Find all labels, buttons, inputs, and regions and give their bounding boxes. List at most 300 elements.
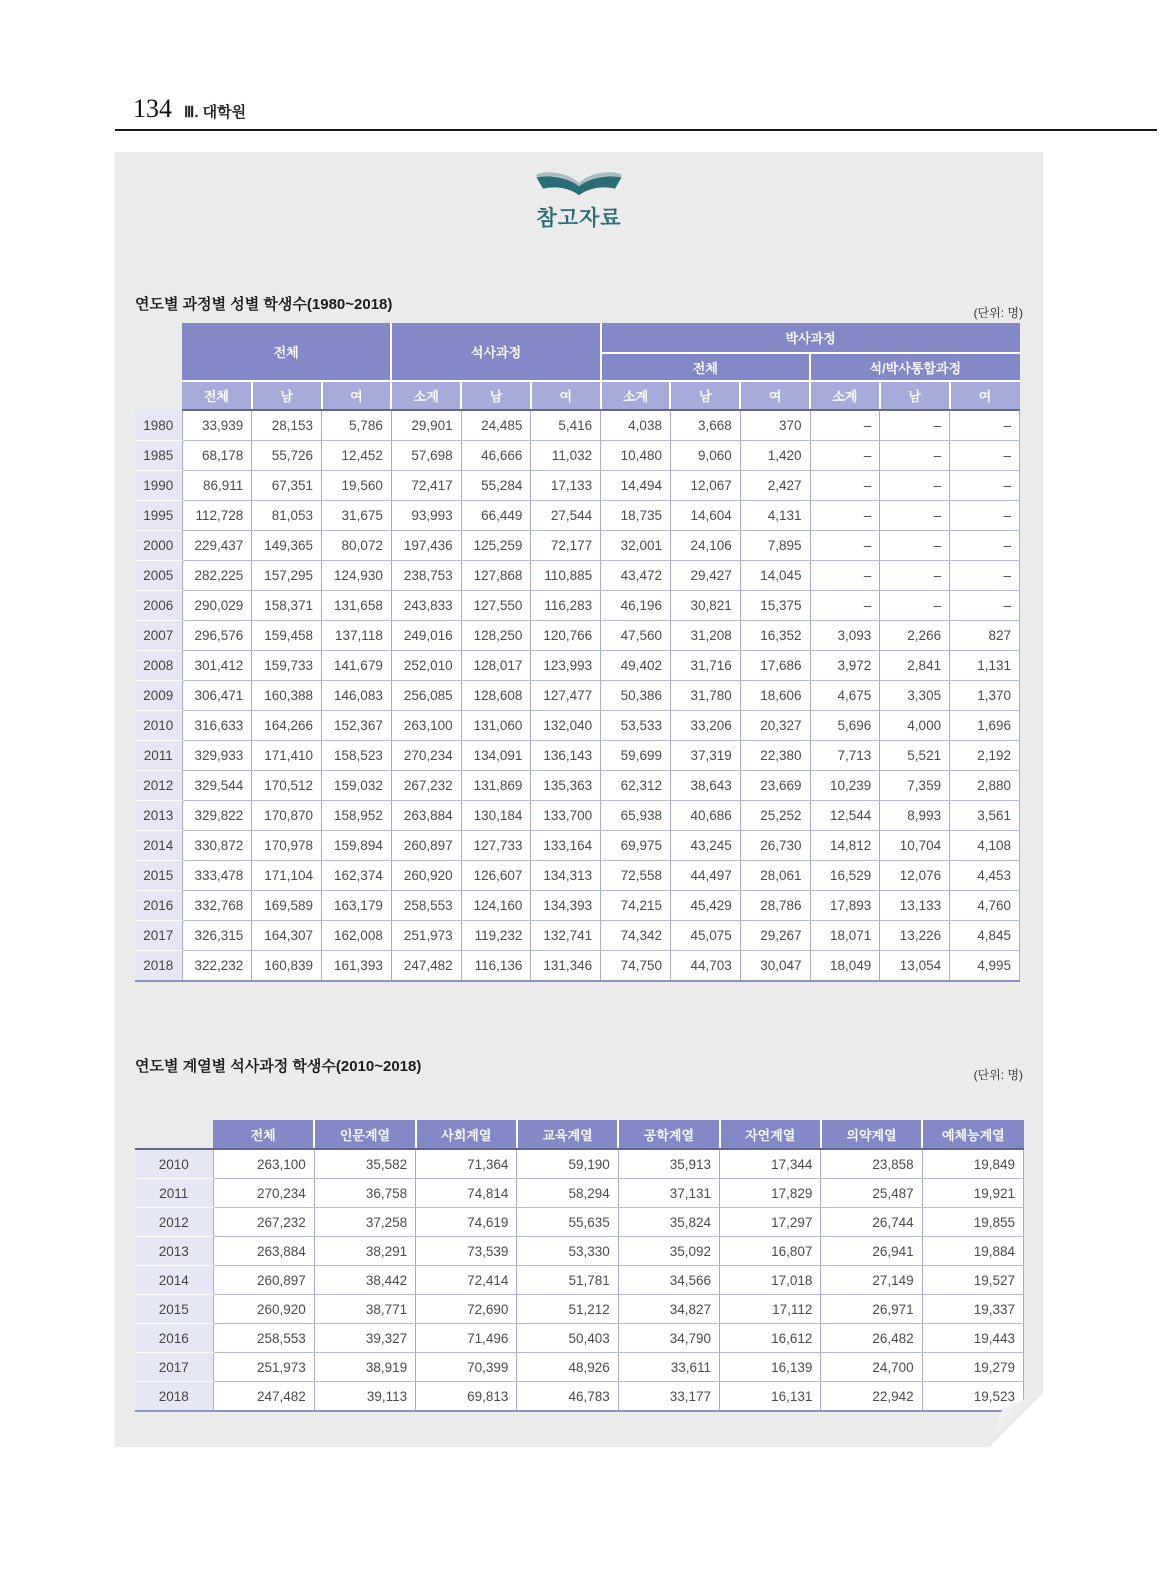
value-cell: 19,855 — [922, 1208, 1023, 1237]
reference-badge — [115, 168, 1043, 232]
value-cell: 158,371 — [252, 591, 322, 621]
value-cell: 124,160 — [461, 891, 531, 921]
value-cell: 169,589 — [252, 891, 322, 921]
col-header: 남 — [880, 381, 950, 410]
year-cell: 1990 — [135, 471, 182, 501]
value-cell: 30,821 — [670, 591, 740, 621]
value-cell: – — [810, 501, 880, 531]
value-cell: 2,192 — [950, 741, 1020, 771]
value-cell: 45,429 — [670, 891, 740, 921]
value-cell: 43,245 — [670, 831, 740, 861]
value-cell: 28,786 — [740, 891, 810, 921]
value-cell: 71,364 — [416, 1149, 517, 1179]
value-cell: 170,978 — [252, 831, 322, 861]
value-cell: 333,478 — [182, 861, 252, 891]
value-cell: 301,412 — [182, 651, 252, 681]
value-cell: 72,558 — [601, 861, 671, 891]
value-cell: 49,402 — [601, 651, 671, 681]
value-cell: 33,611 — [618, 1353, 719, 1382]
value-cell: 55,284 — [461, 471, 531, 501]
value-cell: 17,297 — [720, 1208, 821, 1237]
value-cell: 74,750 — [601, 951, 671, 982]
col-header: 남 — [670, 381, 740, 410]
value-cell: 38,771 — [314, 1295, 415, 1324]
year-cell: 2011 — [135, 1179, 213, 1208]
value-cell: 46,666 — [461, 441, 531, 471]
value-cell: 65,938 — [601, 801, 671, 831]
value-cell: – — [950, 471, 1020, 501]
value-cell: – — [810, 410, 880, 441]
value-cell: 252,010 — [391, 651, 461, 681]
col-header: 소계 — [810, 381, 880, 410]
value-cell: 2,880 — [950, 771, 1020, 801]
value-cell: 25,252 — [740, 801, 810, 831]
year-cell: 1980 — [135, 410, 182, 441]
value-cell: 162,374 — [322, 861, 392, 891]
value-cell: 270,234 — [213, 1179, 314, 1208]
value-cell: 25,487 — [821, 1179, 922, 1208]
value-cell: 306,471 — [182, 681, 252, 711]
value-cell: 12,067 — [670, 471, 740, 501]
value-cell: 16,139 — [720, 1353, 821, 1382]
col-header: 자연계열 — [720, 1120, 821, 1149]
value-cell: 12,544 — [810, 801, 880, 831]
value-cell: 12,452 — [322, 441, 392, 471]
value-cell: 67,351 — [252, 471, 322, 501]
table-row — [135, 1382, 1024, 1412]
col-header: 여 — [950, 381, 1020, 410]
value-cell: 73,539 — [416, 1237, 517, 1266]
value-cell: 7,895 — [740, 531, 810, 561]
value-cell: 47,560 — [601, 621, 671, 651]
value-cell: – — [880, 531, 950, 561]
value-cell: 48,926 — [517, 1353, 618, 1382]
value-cell: 137,118 — [322, 621, 392, 651]
reference-badge-title: 참고자료 — [536, 207, 622, 230]
value-cell: 120,766 — [531, 621, 601, 651]
table-row — [135, 501, 1020, 531]
value-cell: 19,527 — [922, 1266, 1023, 1295]
value-cell: 4,760 — [950, 891, 1020, 921]
col-header: 소계 — [601, 381, 671, 410]
value-cell: 260,897 — [213, 1266, 314, 1295]
value-cell: 290,029 — [182, 591, 252, 621]
value-cell: 17,893 — [810, 891, 880, 921]
col-header: 사회계열 — [416, 1120, 517, 1149]
value-cell: – — [950, 531, 1020, 561]
year-cell: 2013 — [135, 1237, 213, 1266]
value-cell: 260,897 — [391, 831, 461, 861]
value-cell: 170,512 — [252, 771, 322, 801]
year-cell: 2012 — [135, 771, 182, 801]
year-cell: 2016 — [135, 1324, 213, 1353]
corner-blank-cell — [135, 1120, 213, 1149]
value-cell: 16,612 — [720, 1324, 821, 1353]
value-cell: 31,716 — [670, 651, 740, 681]
value-cell: 36,758 — [314, 1179, 415, 1208]
value-cell: 1,696 — [950, 711, 1020, 741]
value-cell: 14,812 — [810, 831, 880, 861]
value-cell: – — [880, 501, 950, 531]
value-cell: 263,100 — [213, 1149, 314, 1179]
col-group-masters: 석사과정 — [391, 323, 600, 381]
value-cell: 32,001 — [601, 531, 671, 561]
table-row — [135, 1237, 1024, 1266]
value-cell: 55,726 — [252, 441, 322, 471]
value-cell: 131,346 — [531, 951, 601, 982]
value-cell: 17,133 — [531, 471, 601, 501]
value-cell: 8,993 — [880, 801, 950, 831]
value-cell: 4,000 — [880, 711, 950, 741]
value-cell: 13,133 — [880, 891, 950, 921]
value-cell: 9,060 — [670, 441, 740, 471]
value-cell: 40,686 — [670, 801, 740, 831]
table-row — [135, 771, 1020, 801]
value-cell: 263,884 — [213, 1237, 314, 1266]
value-cell: 3,305 — [880, 681, 950, 711]
value-cell: 133,700 — [531, 801, 601, 831]
table-row — [135, 561, 1020, 591]
value-cell: 35,092 — [618, 1237, 719, 1266]
value-cell: – — [810, 591, 880, 621]
value-cell: 11,032 — [531, 441, 601, 471]
value-cell: 249,016 — [391, 621, 461, 651]
value-cell: 27,149 — [821, 1266, 922, 1295]
value-cell: 329,933 — [182, 741, 252, 771]
value-cell: 44,703 — [670, 951, 740, 982]
reference-panel — [115, 152, 1043, 1447]
value-cell: 243,833 — [391, 591, 461, 621]
value-cell: 51,212 — [517, 1295, 618, 1324]
value-cell: 38,291 — [314, 1237, 415, 1266]
value-cell: 126,607 — [461, 861, 531, 891]
value-cell: 5,696 — [810, 711, 880, 741]
value-cell: 17,344 — [720, 1149, 821, 1179]
year-cell: 2014 — [135, 1266, 213, 1295]
table-row — [135, 531, 1020, 561]
value-cell: 10,480 — [601, 441, 671, 471]
value-cell: 45,075 — [670, 921, 740, 951]
value-cell: 18,049 — [810, 951, 880, 982]
value-cell: 5,786 — [322, 410, 392, 441]
value-cell: 74,814 — [416, 1179, 517, 1208]
value-cell: 17,018 — [720, 1266, 821, 1295]
value-cell: 3,093 — [810, 621, 880, 651]
value-cell: 16,131 — [720, 1382, 821, 1412]
value-cell: 170,870 — [252, 801, 322, 831]
value-cell: 124,930 — [322, 561, 392, 591]
value-cell: 332,768 — [182, 891, 252, 921]
value-cell: 164,266 — [252, 711, 322, 741]
value-cell: 157,295 — [252, 561, 322, 591]
col-header: 전체 — [213, 1120, 314, 1149]
value-cell: 1,420 — [740, 441, 810, 471]
year-cell: 2009 — [135, 681, 182, 711]
value-cell: 128,017 — [461, 651, 531, 681]
value-cell: 149,365 — [252, 531, 322, 561]
value-cell: 26,482 — [821, 1324, 922, 1353]
value-cell: 164,307 — [252, 921, 322, 951]
value-cell: – — [880, 410, 950, 441]
col-header: 공학계열 — [618, 1120, 719, 1149]
value-cell: 35,913 — [618, 1149, 719, 1179]
table-row — [135, 591, 1020, 621]
value-cell: 127,550 — [461, 591, 531, 621]
value-cell: 23,858 — [821, 1149, 922, 1179]
value-cell: 19,884 — [922, 1237, 1023, 1266]
value-cell: 53,533 — [601, 711, 671, 741]
value-cell: 296,576 — [182, 621, 252, 651]
value-cell: 134,393 — [531, 891, 601, 921]
value-cell: – — [810, 471, 880, 501]
value-cell: 171,104 — [252, 861, 322, 891]
value-cell: 4,038 — [601, 410, 671, 441]
value-cell: 37,319 — [670, 741, 740, 771]
value-cell: 247,482 — [213, 1382, 314, 1412]
year-cell: 2007 — [135, 621, 182, 651]
value-cell: 251,973 — [391, 921, 461, 951]
table-row — [135, 681, 1020, 711]
value-cell: 50,403 — [517, 1324, 618, 1353]
value-cell: 51,781 — [517, 1266, 618, 1295]
value-cell: 38,643 — [670, 771, 740, 801]
value-cell: 260,920 — [391, 861, 461, 891]
table2-unit: (단위: 명) — [973, 1068, 1023, 1082]
value-cell: 329,822 — [182, 801, 252, 831]
col-group-total: 전체 — [182, 323, 391, 381]
table-row — [135, 891, 1020, 921]
value-cell: 270,234 — [391, 741, 461, 771]
value-cell: 72,177 — [531, 531, 601, 561]
year-cell: 2005 — [135, 561, 182, 591]
value-cell: 238,753 — [391, 561, 461, 591]
value-cell: 127,868 — [461, 561, 531, 591]
table-row — [135, 831, 1020, 861]
value-cell: 127,477 — [531, 681, 601, 711]
value-cell: 33,177 — [618, 1382, 719, 1412]
value-cell: 31,675 — [322, 501, 392, 531]
value-cell: 29,267 — [740, 921, 810, 951]
value-cell: 135,363 — [531, 771, 601, 801]
value-cell: 19,337 — [922, 1295, 1023, 1324]
value-cell: 53,330 — [517, 1237, 618, 1266]
year-cell: 2017 — [135, 1353, 213, 1382]
value-cell: 159,458 — [252, 621, 322, 651]
value-cell: 37,258 — [314, 1208, 415, 1237]
value-cell: 258,553 — [391, 891, 461, 921]
open-book-icon — [527, 168, 631, 200]
col-header: 여 — [322, 381, 392, 410]
value-cell: 4,453 — [950, 861, 1020, 891]
table-row — [135, 651, 1020, 681]
value-cell: 197,436 — [391, 531, 461, 561]
value-cell: – — [880, 591, 950, 621]
value-cell: – — [880, 561, 950, 591]
table-row — [135, 1149, 1024, 1179]
table-row — [135, 1208, 1024, 1237]
value-cell: 81,053 — [252, 501, 322, 531]
value-cell: 27,544 — [531, 501, 601, 531]
value-cell: 58,294 — [517, 1179, 618, 1208]
value-cell: 316,633 — [182, 711, 252, 741]
value-cell: 4,131 — [740, 501, 810, 531]
year-cell: 2014 — [135, 831, 182, 861]
year-cell: 2013 — [135, 801, 182, 831]
value-cell: 39,113 — [314, 1382, 415, 1412]
value-cell: 263,884 — [391, 801, 461, 831]
page-header — [133, 94, 246, 124]
value-cell: 827 — [950, 621, 1020, 651]
col-header: 남 — [461, 381, 531, 410]
col-group-doctoral: 박사과정 — [601, 323, 1020, 353]
value-cell: 2,266 — [880, 621, 950, 651]
value-cell: 17,829 — [720, 1179, 821, 1208]
value-cell: 370 — [740, 410, 810, 441]
value-cell: 5,521 — [880, 741, 950, 771]
value-cell: 24,106 — [670, 531, 740, 561]
value-cell: 2,427 — [740, 471, 810, 501]
table-row — [135, 951, 1020, 982]
value-cell: 171,410 — [252, 741, 322, 771]
value-cell: 19,560 — [322, 471, 392, 501]
col-header: 남 — [252, 381, 322, 410]
value-cell: 35,824 — [618, 1208, 719, 1237]
value-cell: – — [950, 591, 1020, 621]
value-cell: 72,414 — [416, 1266, 517, 1295]
year-cell: 2006 — [135, 591, 182, 621]
table1-title: 연도별 과정별 성별 학생수(1980~2018) — [135, 296, 393, 313]
value-cell: 131,060 — [461, 711, 531, 741]
table-row — [135, 1266, 1024, 1295]
value-cell: 43,472 — [601, 561, 671, 591]
value-cell: 46,783 — [517, 1382, 618, 1412]
value-cell: 26,730 — [740, 831, 810, 861]
value-cell: 24,700 — [821, 1353, 922, 1382]
year-cell: 2017 — [135, 921, 182, 951]
value-cell: – — [880, 471, 950, 501]
table-row — [135, 471, 1020, 501]
value-cell: 17,112 — [720, 1295, 821, 1324]
value-cell: 86,911 — [182, 471, 252, 501]
value-cell: 19,443 — [922, 1324, 1023, 1353]
value-cell: 3,561 — [950, 801, 1020, 831]
value-cell: 26,941 — [821, 1237, 922, 1266]
value-cell: 3,972 — [810, 651, 880, 681]
value-cell: 31,780 — [670, 681, 740, 711]
value-cell: 128,250 — [461, 621, 531, 651]
value-cell: 28,061 — [740, 861, 810, 891]
value-cell: – — [880, 441, 950, 471]
value-cell: 19,849 — [922, 1149, 1023, 1179]
table-row — [135, 410, 1020, 441]
year-cell: 2010 — [135, 1149, 213, 1179]
value-cell: 116,283 — [531, 591, 601, 621]
col-header: 교육계열 — [517, 1120, 618, 1149]
value-cell: 37,131 — [618, 1179, 719, 1208]
value-cell: 38,442 — [314, 1266, 415, 1295]
header-rule — [115, 129, 1157, 131]
value-cell: 260,920 — [213, 1295, 314, 1324]
value-cell: – — [810, 561, 880, 591]
value-cell: 131,658 — [322, 591, 392, 621]
value-cell: 160,388 — [252, 681, 322, 711]
value-cell: 74,215 — [601, 891, 671, 921]
masters-students-by-field-table — [135, 1120, 1024, 1412]
value-cell: 163,179 — [322, 891, 392, 921]
value-cell: 110,885 — [531, 561, 601, 591]
value-cell: 13,054 — [880, 951, 950, 982]
value-cell: 57,698 — [391, 441, 461, 471]
value-cell: 19,523 — [922, 1382, 1023, 1412]
value-cell: 19,921 — [922, 1179, 1023, 1208]
value-cell: 10,704 — [880, 831, 950, 861]
value-cell: 131,869 — [461, 771, 531, 801]
value-cell: 247,482 — [391, 951, 461, 982]
value-cell: 136,143 — [531, 741, 601, 771]
value-cell: 134,313 — [531, 861, 601, 891]
value-cell: 31,208 — [670, 621, 740, 651]
year-cell: 2011 — [135, 741, 182, 771]
year-cell: 2016 — [135, 891, 182, 921]
value-cell: 29,427 — [670, 561, 740, 591]
value-cell: 4,845 — [950, 921, 1020, 951]
value-cell: 71,496 — [416, 1324, 517, 1353]
value-cell: 13,226 — [880, 921, 950, 951]
value-cell: 66,449 — [461, 501, 531, 531]
value-cell: 62,312 — [601, 771, 671, 801]
value-cell: 39,327 — [314, 1324, 415, 1353]
value-cell: 74,619 — [416, 1208, 517, 1237]
year-cell: 2012 — [135, 1208, 213, 1237]
value-cell: 133,164 — [531, 831, 601, 861]
value-cell: 162,008 — [322, 921, 392, 951]
value-cell: 14,494 — [601, 471, 671, 501]
value-cell: 258,553 — [213, 1324, 314, 1353]
table-row — [135, 711, 1020, 741]
col-header: 여 — [740, 381, 810, 410]
value-cell: – — [810, 441, 880, 471]
value-cell: 267,232 — [213, 1208, 314, 1237]
value-cell: 7,359 — [880, 771, 950, 801]
value-cell: 24,485 — [461, 410, 531, 441]
table-row — [135, 1295, 1024, 1324]
table-row — [135, 921, 1020, 951]
col-header: 의약계열 — [821, 1120, 922, 1149]
value-cell: 17,686 — [740, 651, 810, 681]
value-cell: 38,919 — [314, 1353, 415, 1382]
value-cell: 112,728 — [182, 501, 252, 531]
value-cell: 29,901 — [391, 410, 461, 441]
value-cell: 10,239 — [810, 771, 880, 801]
col-header: 소계 — [391, 381, 461, 410]
value-cell: 22,380 — [740, 741, 810, 771]
value-cell: 152,367 — [322, 711, 392, 741]
table-row — [135, 441, 1020, 471]
value-cell: 161,393 — [322, 951, 392, 982]
table-row — [135, 861, 1020, 891]
students-by-year-course-gender-table — [135, 323, 1020, 982]
value-cell: 282,225 — [182, 561, 252, 591]
table-row — [135, 741, 1020, 771]
value-cell: 18,735 — [601, 501, 671, 531]
value-cell: 93,993 — [391, 501, 461, 531]
value-cell: 1,370 — [950, 681, 1020, 711]
value-cell: 125,259 — [461, 531, 531, 561]
value-cell: 146,083 — [322, 681, 392, 711]
value-cell: 159,032 — [322, 771, 392, 801]
value-cell: 69,975 — [601, 831, 671, 861]
value-cell: 130,184 — [461, 801, 531, 831]
